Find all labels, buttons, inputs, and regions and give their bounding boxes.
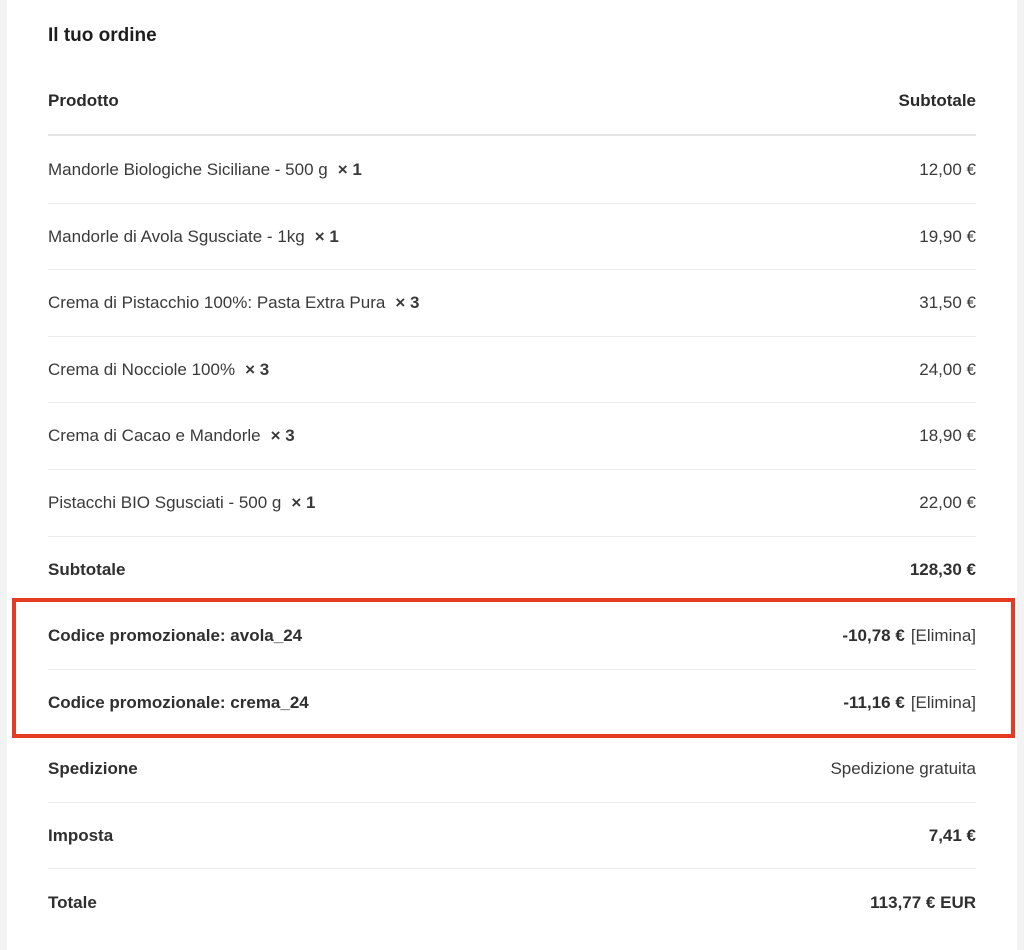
product-name: Crema di Pistacchio 100%: Pasta Extra Pura	[48, 293, 386, 312]
table-row	[48, 270, 976, 337]
product-quantity: × 1	[314, 226, 339, 246]
total-value: 113,77 € EUR	[870, 892, 976, 912]
shipping-value: Spedizione gratuita	[830, 759, 976, 778]
tax-row	[48, 803, 976, 869]
product-quantity: × 3	[395, 293, 420, 312]
product-quantity: × 3	[270, 426, 295, 445]
total-label: Totale	[48, 892, 97, 912]
product-quantity: × 1	[337, 160, 362, 179]
table-row	[48, 137, 976, 204]
product-name: Mandorle Biologiche Siciliane - 500 g	[48, 160, 328, 179]
product-column-header: Prodotto	[48, 91, 119, 110]
shipping-row	[48, 736, 976, 803]
product-price: 22,00 €	[919, 493, 976, 512]
total-row	[48, 869, 976, 936]
table-row	[48, 337, 976, 403]
table-row	[48, 204, 976, 270]
product-quantity: × 1	[291, 493, 316, 512]
product-name: Crema di Nocciole 100%	[48, 359, 236, 379]
shipping-label: Spedizione	[48, 759, 138, 778]
product-price: 18,90 €	[919, 426, 976, 445]
product-price: 31,50 €	[919, 293, 976, 312]
product-quantity: × 3	[245, 359, 270, 379]
tax-label: Imposta	[48, 825, 114, 845]
coupon-label: Codice promozionale: crema_24	[48, 693, 309, 712]
subtotal-value: 128,30 €	[909, 560, 976, 579]
order-review-panel	[7, 0, 1017, 950]
remove-coupon-link[interactable]: [Elimina]	[910, 693, 976, 712]
product-price: 12,00 €	[919, 160, 976, 179]
table-row	[48, 403, 976, 470]
tax-value: 7,41 €	[928, 825, 976, 845]
product-price: 19,90 €	[919, 226, 976, 246]
coupon-row	[48, 670, 976, 736]
order-title: Il tuo ordine	[48, 25, 157, 46]
product-name: Crema di Cacao e Mandorle	[48, 426, 261, 445]
coupon-amount: -10,78 €	[842, 626, 905, 645]
subtotal-label: Subtotale	[48, 560, 126, 579]
product-name: Mandorle di Avola Sgusciate - 1kg	[48, 226, 305, 246]
coupon-label: Codice promozionale: avola_24	[48, 626, 303, 645]
order-table-header	[48, 68, 976, 136]
coupon-amount: -11,16 €	[843, 693, 905, 712]
remove-coupon-link[interactable]: [Elimina]	[910, 626, 976, 645]
product-name: Pistacchi BIO Sgusciati - 500 g	[48, 493, 282, 512]
subtotal-column-header: Subtotale	[898, 91, 976, 110]
table-row	[48, 470, 976, 537]
product-price: 24,00 €	[919, 359, 976, 379]
subtotal-row	[48, 537, 976, 603]
coupon-row	[48, 603, 976, 670]
